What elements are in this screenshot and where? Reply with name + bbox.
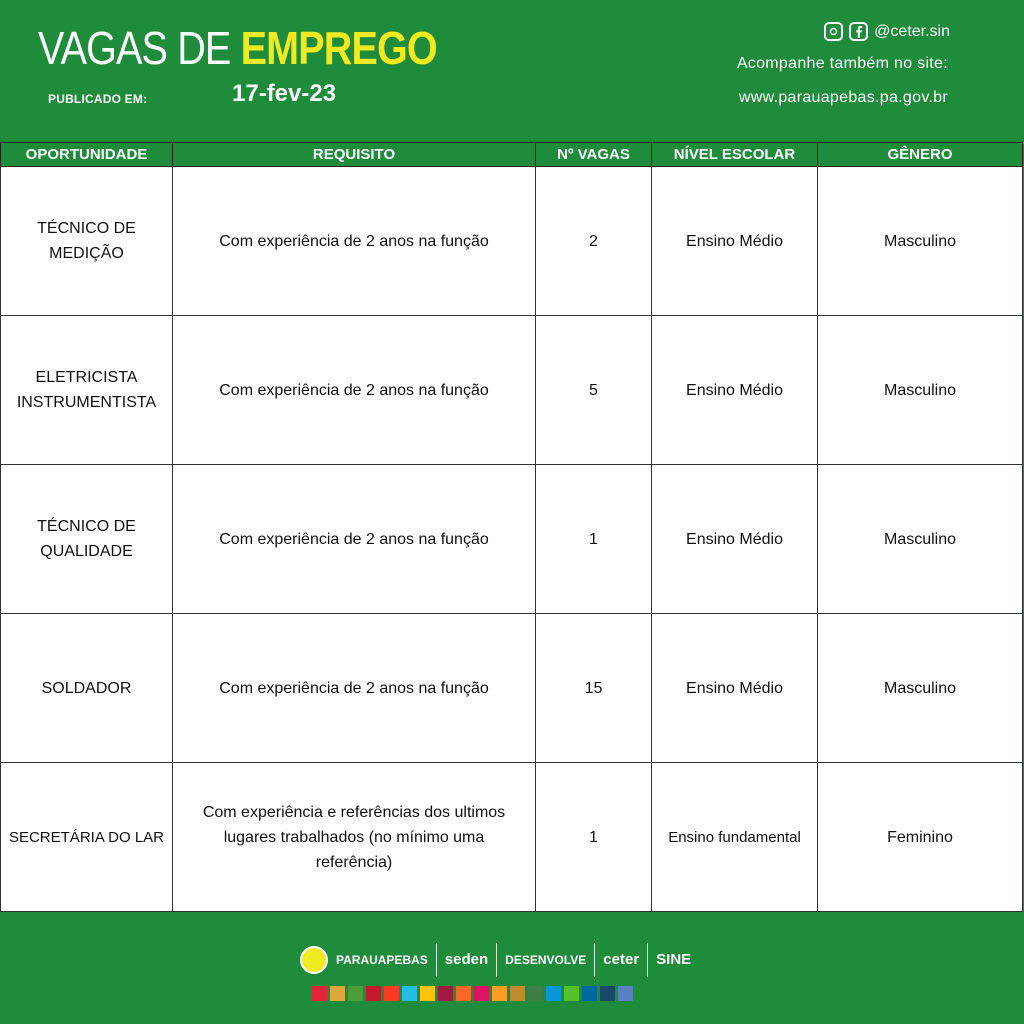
jobs-table (0, 142, 1023, 912)
social-links (824, 22, 950, 41)
cell-requisito: Com experiência de 2 anos na função (173, 167, 536, 316)
header (0, 0, 1024, 142)
table-row (1, 316, 1023, 465)
cell-vagas: 1 (536, 465, 652, 614)
cell-nivel-escolar: Ensino Médio (652, 465, 818, 614)
column-header-genero: GÊNERO (818, 143, 1023, 167)
logo-ceter-text: ceter (603, 951, 640, 968)
cell-genero: Feminino (818, 763, 1023, 912)
cell-vagas: 15 (536, 614, 652, 763)
table-row (1, 465, 1023, 614)
published-label: PUBLICADO EM: (48, 92, 148, 106)
cell-oportunidade: SECRETÁRIA DO LAR (1, 763, 173, 912)
table-header-row (1, 143, 1023, 167)
table-row (1, 167, 1023, 316)
logo-separator (496, 943, 497, 977)
cell-genero: Masculino (818, 465, 1023, 614)
cell-requisito: Com experiência de 2 anos na função (173, 614, 536, 763)
cell-vagas: 1 (536, 763, 652, 912)
logo-separator (647, 943, 648, 977)
ods-goal-icon (546, 986, 561, 1001)
table-row (1, 614, 1023, 763)
cell-requisito: Com experiência de 2 anos na função (173, 465, 536, 614)
ods-goal-icon (582, 986, 597, 1001)
table-row (1, 763, 1023, 912)
page-title (38, 22, 437, 74)
cell-oportunidade: TÉCNICO DE QUALIDADE (1, 465, 173, 614)
ods-goal-icon (474, 986, 489, 1001)
cell-nivel-escolar: Ensino Médio (652, 167, 818, 316)
ods-goal-icon (402, 986, 417, 1001)
cell-vagas: 2 (536, 167, 652, 316)
ods-goal-icon (438, 986, 453, 1001)
ods-goal-icon (600, 986, 615, 1001)
title-part-1: VAGAS DE (38, 22, 241, 74)
column-header-nivel-escolar: NÍVEL ESCOLAR (652, 143, 818, 167)
cell-nivel-escolar: Ensino Médio (652, 316, 818, 465)
logo-desenvolve-text: DESENVOLVE (505, 953, 587, 967)
social-handle[interactable]: @ceter.sin (874, 22, 950, 40)
cell-requisito: Com experiência e referências dos ultimos lugares trabalhados (no mínimo uma referência) (173, 763, 536, 912)
site-url[interactable]: www.parauapebas.pa.gov.br (738, 89, 948, 106)
ods-goal-icon (420, 986, 435, 1001)
ods-goal-icon (312, 986, 327, 1001)
cell-nivel-escolar: Ensino fundamental (652, 763, 818, 912)
prefeitura-logo-icon (300, 946, 328, 974)
cell-nivel-escolar: Ensino Médio (652, 614, 818, 763)
logo-separator (594, 943, 595, 977)
cell-genero: Masculino (818, 614, 1023, 763)
published-date: 17-fev-23 (232, 80, 337, 107)
column-header-vagas: Nº VAGAS (536, 143, 652, 167)
ods-goal-icon (366, 986, 381, 1001)
ods-icons (312, 986, 633, 1001)
column-header-requisito: REQUISITO (173, 143, 536, 167)
cell-genero: Masculino (818, 316, 1023, 465)
ods-goal-icon (348, 986, 363, 1001)
ods-goal-icon (510, 986, 525, 1001)
partner-logos (300, 940, 691, 980)
facebook-icon[interactable] (849, 22, 868, 41)
ods-goal-icon (456, 986, 471, 1001)
ods-goal-icon (384, 986, 399, 1001)
cell-oportunidade: SOLDADOR (1, 614, 173, 763)
cell-oportunidade: ELETRICISTA INSTRUMENTISTA (1, 316, 173, 465)
logo-separator (436, 943, 437, 977)
logo-prefeitura-text: PARAUAPEBAS (336, 953, 428, 967)
logo-sine-text: SINE (656, 951, 692, 968)
logo-seden-text: seden (444, 951, 489, 968)
ods-goal-icon (564, 986, 579, 1001)
title-part-2: EMPREGO (240, 22, 437, 74)
ods-goal-icon (528, 986, 543, 1001)
footer (0, 918, 1024, 1024)
cell-genero: Masculino (818, 167, 1023, 316)
cell-requisito: Com experiência de 2 anos na função (173, 316, 536, 465)
column-header-oportunidade: OPORTUNIDADE (1, 143, 173, 167)
instagram-icon[interactable] (824, 22, 843, 41)
ods-goal-icon (330, 986, 345, 1001)
site-label: Acompanhe também no site: (736, 55, 948, 72)
ods-goal-icon (492, 986, 507, 1001)
cell-vagas: 5 (536, 316, 652, 465)
cell-oportunidade: TÉCNICO DE MEDIÇÃO (1, 167, 173, 316)
ods-goal-icon (618, 986, 633, 1001)
